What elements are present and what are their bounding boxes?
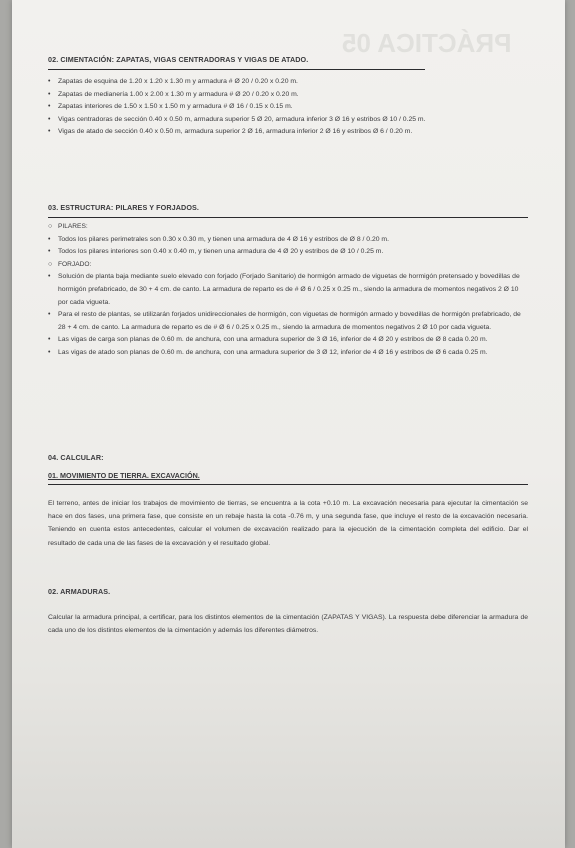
bullet-icon: •: [48, 115, 51, 123]
list-item: • Vigas centradoras de sección 0.40 x 0.50 m, armadura superior 5 Ø 20, armadura inferior 3 Ø 16 y estribos Ø 10 / 0.25 m.: [48, 114, 425, 127]
section-title: 04. CALCULAR:: [48, 453, 104, 462]
document-page: [12, 0, 565, 848]
bullet-icon: •: [48, 348, 51, 356]
circle-bullet-icon: ○: [48, 260, 53, 268]
bullet-icon: •: [48, 235, 51, 243]
section-calcular: [48, 453, 528, 550]
section-cimentacion: [48, 55, 425, 139]
list-item: • Las vigas de atado son planas de 0.60 m. de anchura, con una armadura superior de 3 Ø 12, inferior de 4 Ø 16 y estribos de Ø 6 cada 0.25 m.: [48, 347, 528, 360]
section-estructura: [48, 203, 528, 360]
estructura-list: [48, 221, 528, 360]
list-item: • Todos los pilares perimetrales son 0.30 x 0.30 m, y tienen una armadura de 4 Ø 16 y estribos de Ø 8 / 0.20 m.: [48, 234, 528, 247]
list-item: • Para el resto de plantas, se utilizarán forjados unidireccionales de hormigón, con viguetas de hormigón armado y bovedillas de hormigón prefabricado, de 28 + 4 cm. de canto. La armadura de reparto es de # Ø 6 / 0.25 x 0.25 m., siendo la armadura de momentos negativos 2 Ø 10 por cada vigueta.: [48, 311, 521, 331]
paragraph: Calcular la armadura principal, a certificar, para los distintos elementos de la cimentación (ZAPATAS Y VIGAS). La respuesta debe diferenciar la armadura de cada uno de los distintos elementos de la cimentación y además los diferentes diámetros.: [48, 614, 528, 635]
bullet-icon: •: [48, 336, 51, 344]
section-armaduras: [48, 587, 528, 637]
section-title: 03. ESTRUCTURA: PILARES Y FORJADOS.: [48, 203, 528, 218]
bleed-through-text: PRÁCTICA 05: [342, 28, 512, 58]
bullet-icon: •: [48, 311, 51, 319]
section-title: 02. ARMADURAS.: [48, 587, 111, 596]
paragraph: El terreno, antes de iniciar los trabajos de movimiento de tierras, se encuentra a la cota +0.10 m. La excavación necesaria para ejecutar la cimentación se hace en dos fases, una primera fase, que consiste en un rebaje hasta la cota -0.76 m, y una segunda fase, que incluye el resto de la excavación necesaria. Teniendo en cuenta estos antecedentes, calcular el volumen de excavación realizado para la ejecución de la cimentación completa del edificio. Dar el resultado de cada una de las fases de la excavación y el resultado global.: [48, 500, 528, 547]
list-item: • Vigas de atado de sección 0.40 x 0.50 m, armadura superior 2 Ø 16, armadura inferior 2 Ø 16 y estribos Ø 6 / 0.20 m.: [48, 126, 425, 139]
list-item: • Zapatas de medianería 1.00 x 2.00 x 1.30 m y armadura # Ø 20 / 0.20 x 0.20 m.: [48, 89, 425, 102]
bullet-icon: •: [48, 248, 51, 256]
bullet-icon: •: [48, 90, 51, 98]
list-item: • Todos los pilares interiores son 0.40 x 0.40 m, y tienen una armadura de 4 Ø 20 y estribos de Ø 10 / 0.25 m.: [48, 246, 528, 259]
cimentacion-list: [48, 76, 425, 139]
subheading-pilares: ○ PILARES:: [48, 221, 528, 234]
list-item: • Solución de planta baja mediante suelo elevado con forjado (Forjado Sanitario) de hormigón armado de viguetas de hormigón pretensado y bovedillas de hormigón prefabricado, de 30 + 4 cm. de canto. La armadura de reparto es de # Ø 6 / 0.25 x 0.25 m., siendo la armadura de momentos negativos 2 Ø 10 por cada vigueta.: [48, 273, 520, 306]
bullet-icon: •: [48, 128, 51, 136]
bullet-icon: •: [48, 273, 51, 281]
list-item: • Zapatas interiores de 1.50 x 1.50 x 1.50 m y armadura # Ø 16 / 0.15 x 0.15 m.: [48, 101, 425, 114]
list-item: • Zapatas de esquina de 1.20 x 1.20 x 1.30 m y armadura # Ø 20 / 0.20 x 0.20 m.: [48, 76, 425, 89]
subsection-title: 01. MOVIMIENTO DE TIERRA. EXCAVACIÓN.: [48, 471, 528, 485]
section-title: 02. CIMENTACIÓN: ZAPATAS, VIGAS CENTRADORAS Y VIGAS DE ATADO.: [48, 55, 425, 70]
bullet-icon: •: [48, 103, 51, 111]
list-item: • Las vigas de carga son planas de 0.60 m. de anchura, con una armadura superior de 3 Ø 16, inferior de 4 Ø 20 y estribos de Ø 8 cada 0.20 m.: [48, 334, 528, 347]
bullet-icon: •: [48, 78, 51, 85]
subheading-forjado: ○ FORJADO:: [48, 259, 528, 272]
circle-bullet-icon: ○: [48, 223, 53, 230]
